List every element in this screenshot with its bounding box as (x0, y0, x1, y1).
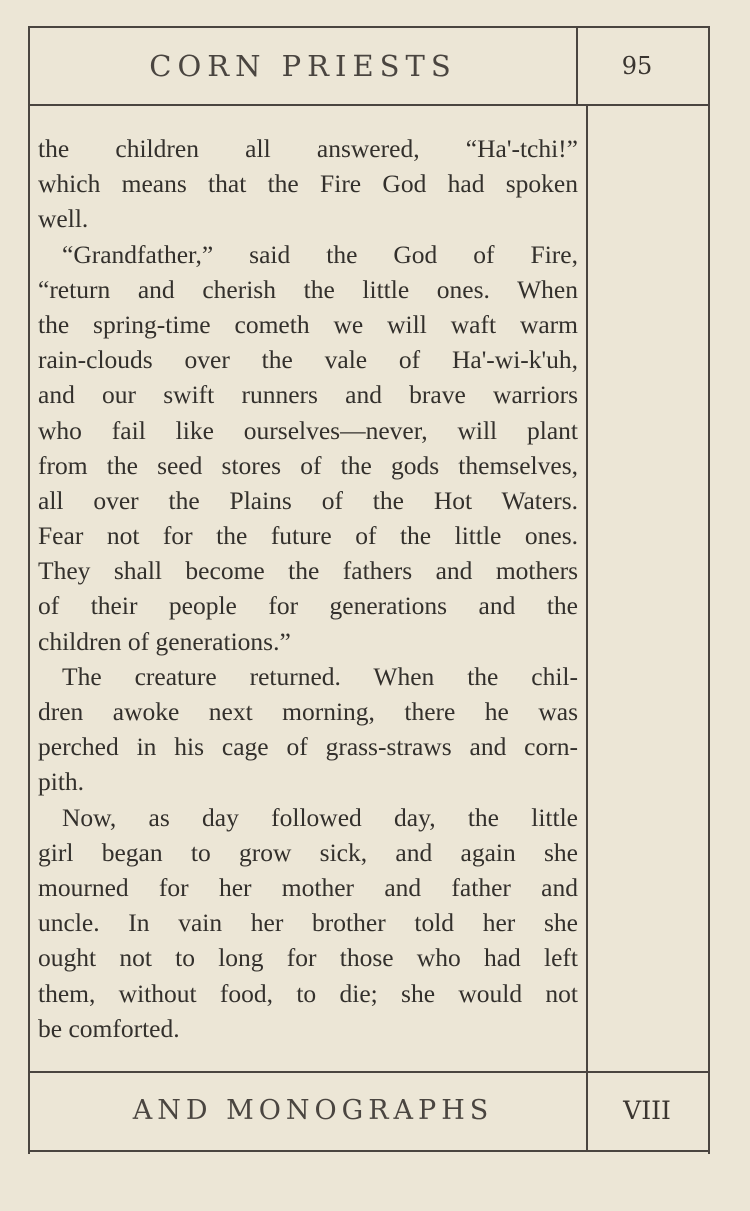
text-line: the children all answered, “Ha'-tchi!” (38, 134, 578, 163)
text-line: The creature returned. When the chil- (62, 661, 578, 691)
volume-number: VIII (623, 1095, 671, 1125)
page-number: 95 (621, 52, 653, 80)
text-line: ought not to long for those who had left (38, 943, 578, 973)
text-line: well. (38, 204, 89, 234)
text-line: girl began to grow sick, and again she (38, 837, 578, 867)
text-line: children of generations.” (38, 626, 291, 656)
bottom-rule (28, 1150, 708, 1152)
running-head-title: CORN PRIESTS (149, 49, 457, 83)
text-line: dren awoke next morning, there he was (38, 697, 578, 726)
body-text (38, 131, 578, 1046)
margin-column-divider (586, 106, 588, 1072)
text-line: which means that the Fire God had spoken (38, 169, 578, 199)
header-rule (28, 104, 708, 106)
text-line: be comforted. (38, 1013, 180, 1043)
top-rule (28, 26, 708, 28)
series-title: AND MONOGRAPHS (132, 1094, 494, 1126)
text-line: from the seed stores of the gods themselves, (38, 450, 578, 480)
text-line: “Grandfather,” said the God of Fire, (62, 239, 578, 269)
text-line: who fail like ourselves—never, will plant (38, 415, 578, 445)
text-line: and our swift runners and brave warriors (38, 380, 578, 410)
text-line: them, without food, to die; she would not (38, 978, 578, 1008)
text-line: of their people for generations and the (38, 591, 578, 621)
text-line: perched in his cage of grass-straws and corn- (38, 732, 578, 762)
text-line: the spring-time cometh we will waft warm (38, 309, 578, 339)
text-line: Fear not for the future of the little ones. (38, 521, 578, 551)
text-line: mourned for her mother and father and (38, 872, 578, 902)
text-line: pith. (38, 767, 85, 797)
text-line: “return and cherish the little ones. When (38, 274, 578, 304)
footer-rule (28, 1071, 708, 1073)
text-line: Now, as day followed day, the little (62, 802, 578, 832)
text-line: all over the Plains of the Hot Waters. (38, 485, 578, 515)
text-line: uncle. In vain her brother told her she (38, 908, 578, 938)
text-line: They shall become the fathers and mothers (38, 556, 578, 586)
text-line: rain-clouds over the vale of Ha'-wi-k'uh, (38, 345, 578, 375)
